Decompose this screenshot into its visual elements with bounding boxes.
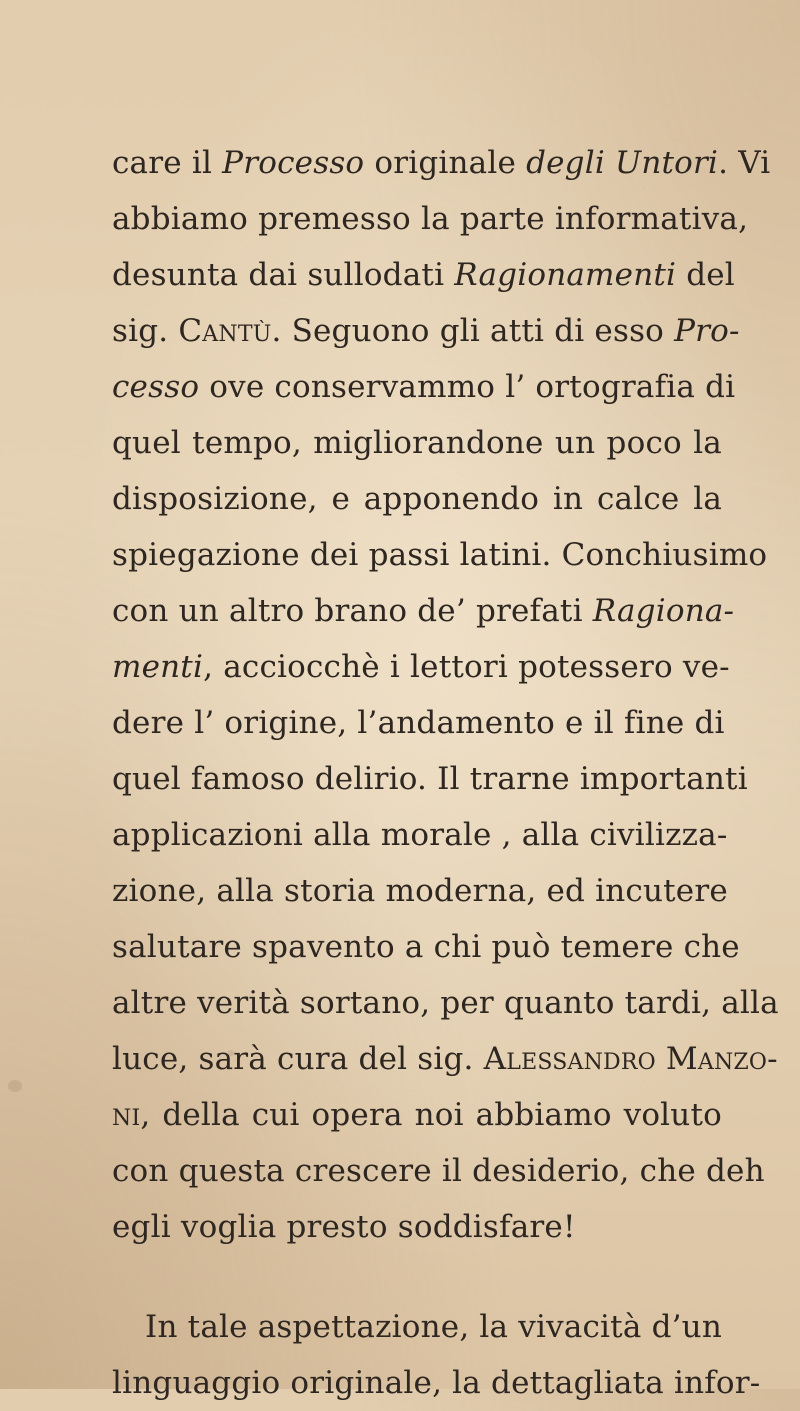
text-line bbox=[112, 863, 728, 919]
text-run: disposizione, e apponendo in calce la bbox=[112, 481, 722, 517]
small-caps-name: ni bbox=[112, 1097, 141, 1133]
text-line bbox=[112, 415, 722, 471]
text-line bbox=[112, 1143, 765, 1199]
text-run: . Seguono gli atti di esso bbox=[271, 313, 675, 349]
text-run: linguaggio originale, la dettagliata infor- bbox=[112, 1365, 761, 1401]
text-run: care il bbox=[112, 145, 223, 181]
text-run: , acciocchè i lettori potessero ve- bbox=[203, 649, 730, 685]
text-run: applicazioni alla morale , alla civilizza- bbox=[112, 817, 728, 853]
text-run: In tale aspettazione, la vivacità d’un bbox=[145, 1309, 722, 1345]
text-run: del bbox=[676, 257, 735, 293]
text-line bbox=[112, 751, 748, 807]
text-run: zione, alla storia moderna, ed incutere bbox=[112, 873, 728, 909]
small-caps-name: Cantù bbox=[178, 313, 272, 349]
text-line bbox=[112, 303, 740, 359]
italic-text: menti bbox=[112, 649, 204, 685]
text-run: sig. bbox=[112, 313, 179, 349]
text-run: originale bbox=[364, 145, 527, 181]
text-line bbox=[112, 639, 730, 695]
text-line bbox=[112, 1299, 722, 1355]
text-run: , della cui opera noi abbiamo voluto bbox=[140, 1097, 722, 1133]
text-run: quel famoso delirio. Il trarne importanti bbox=[112, 761, 748, 797]
text-run: dere l’ origine, l’andamento e il fine di bbox=[112, 705, 725, 741]
text-line bbox=[112, 135, 771, 191]
italic-text: degli Untori bbox=[526, 145, 719, 181]
text-line bbox=[112, 583, 735, 639]
text-run: desunta dai sullodati bbox=[112, 257, 455, 293]
italic-text: Ragionamenti bbox=[454, 257, 677, 293]
text-run: con un altro brano de’ prefati bbox=[112, 593, 593, 629]
text-run: abbiamo premesso la parte informativa, bbox=[112, 201, 749, 237]
text-line bbox=[112, 247, 735, 303]
text-run: salutare spavento a chi può temere che bbox=[112, 929, 740, 965]
text-line bbox=[112, 975, 779, 1031]
text-line bbox=[112, 807, 728, 863]
text-run: quel tempo, migliorandone un poco la bbox=[112, 425, 722, 461]
italic-text: Processo bbox=[222, 145, 365, 181]
text-line bbox=[112, 1199, 722, 1255]
italic-text: Ragiona- bbox=[592, 593, 735, 629]
text-line bbox=[112, 695, 725, 751]
paragraph-gap bbox=[112, 1255, 722, 1299]
text-run: con questa crescere il desiderio, che deh bbox=[112, 1153, 765, 1189]
text-line bbox=[112, 919, 740, 975]
text-run: . Vi bbox=[718, 145, 771, 181]
text-run: spiegazione dei passi latini. Conchiusimo bbox=[112, 537, 768, 573]
text-line bbox=[112, 471, 722, 527]
italic-text: cesso bbox=[112, 369, 200, 405]
text-run: ove conservammo l’ ortografia di bbox=[199, 369, 736, 405]
text-run: egli voglia presto soddisfare! bbox=[112, 1209, 576, 1245]
page-smudge bbox=[8, 1080, 22, 1092]
text-line bbox=[112, 359, 736, 415]
text-run: luce, sarà cura del sig. bbox=[112, 1041, 484, 1077]
text-line bbox=[112, 527, 768, 583]
text-run: altre verità sortano, per quanto tardi, alla bbox=[112, 985, 779, 1021]
italic-text: Pro- bbox=[674, 313, 740, 349]
small-caps-name: Alessandro Manzo- bbox=[483, 1041, 778, 1077]
body-text bbox=[112, 135, 779, 1411]
text-line bbox=[112, 1031, 778, 1087]
text-line bbox=[112, 1355, 761, 1411]
text-line bbox=[112, 1087, 722, 1143]
text-line bbox=[112, 191, 749, 247]
